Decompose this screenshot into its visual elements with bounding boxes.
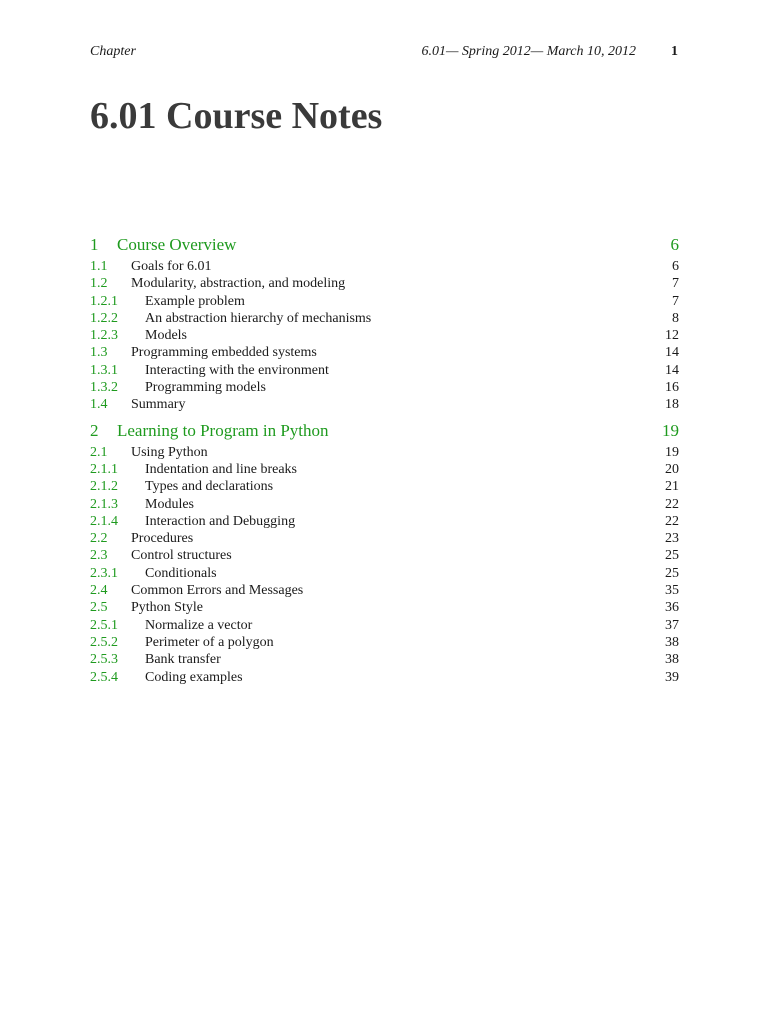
toc-entry-title: Modules [145, 496, 194, 512]
toc-entry[interactable] [90, 461, 679, 478]
toc-entry-number: 2.5.3 [90, 652, 118, 668]
toc-entry-page: 22 [665, 496, 679, 512]
toc-entry-page: 36 [665, 600, 679, 616]
toc-entry-page: 38 [665, 652, 679, 668]
toc-entry[interactable] [90, 379, 679, 396]
toc-entry-page: 23 [665, 531, 679, 547]
toc-entry[interactable] [90, 310, 679, 327]
toc-entry-number: 1.2.3 [90, 328, 118, 344]
toc-entry[interactable] [90, 444, 679, 461]
toc-entry[interactable] [90, 634, 679, 651]
toc-entry-page: 18 [665, 397, 679, 413]
toc-entry-number: 2.5.4 [90, 669, 118, 685]
toc-entry-page: 7 [672, 293, 679, 309]
toc-entry-title: Python Style [131, 600, 203, 616]
toc-entry-number: 2.3.1 [90, 565, 118, 581]
toc-entry-title: An abstraction hierarchy of mechanisms [145, 310, 372, 326]
toc-entry[interactable] [90, 565, 679, 582]
toc-entry-page: 21 [665, 479, 679, 495]
toc-chapter-number: 1 [90, 235, 99, 254]
toc-chapter-title: Learning to Program in Python [117, 420, 329, 440]
toc-entry-title: Conditionals [145, 565, 217, 581]
toc-entry-number: 2.1.1 [90, 461, 118, 477]
toc-entry[interactable] [90, 258, 679, 275]
toc-entry-number: 1.2 [90, 276, 108, 292]
page-title: 6.01 Course Notes [90, 95, 383, 137]
toc-chapter-1[interactable] [90, 232, 679, 258]
toc-entry-title: Bank transfer [145, 652, 221, 668]
toc-entry-page: 39 [665, 669, 679, 685]
toc-entry-number: 2.1.2 [90, 479, 118, 495]
toc-entry-title: Indentation and line breaks [145, 461, 298, 477]
toc-entry[interactable] [90, 496, 679, 513]
toc-entry-title: Procedures [131, 531, 194, 547]
toc-entry-title: Models [145, 328, 187, 344]
toc-entry-number: 2.2 [90, 531, 108, 547]
toc-entry[interactable] [90, 327, 679, 344]
toc-entry-title: Using Python [131, 444, 208, 460]
toc-entry-page: 19 [665, 444, 679, 460]
toc-entry-page: 12 [665, 328, 679, 344]
toc-entry-page: 16 [665, 380, 679, 396]
toc-entry-number: 1.3 [90, 345, 108, 361]
toc-entry-number: 1.2.2 [90, 310, 118, 326]
toc-entry-title: Programming embedded systems [131, 345, 317, 361]
toc-entry-number: 1.1 [90, 259, 108, 274]
toc-entry-title: Coding examples [145, 669, 243, 685]
toc-entry-number: 1.4 [90, 397, 108, 413]
toc-entry-title: Programming models [145, 380, 266, 396]
toc-entry-number: 1.2.1 [90, 293, 118, 309]
toc-chapter-2-entries [90, 444, 679, 686]
toc-entry-title: Control structures [131, 548, 232, 564]
toc-entry[interactable] [90, 599, 679, 616]
toc-chapter-number: 2 [90, 420, 99, 440]
toc-entry-number: 2.3 [90, 548, 108, 564]
toc-entry-title: Types and declarations [145, 479, 274, 495]
toc-entry-page: 38 [665, 634, 679, 650]
toc-entry[interactable] [90, 293, 679, 310]
toc-entry-number: 2.1.4 [90, 513, 118, 529]
toc-entry-page: 7 [672, 276, 679, 292]
toc-entry-title: Common Errors and Messages [131, 583, 304, 599]
toc-entry-number: 2.1 [90, 444, 108, 460]
toc-entry[interactable] [90, 513, 679, 530]
toc-entry-number: 2.5 [90, 600, 108, 616]
toc-entry-title: Perimeter of a polygon [145, 634, 274, 650]
toc-entry-number: 2.5.1 [90, 617, 118, 633]
toc-entry-page: 25 [665, 548, 679, 564]
toc-entry-number: 2.5.2 [90, 634, 118, 650]
toc-entry-title: Goals for 6.01 [131, 259, 212, 274]
toc-chapter-title: Course Overview [117, 235, 237, 254]
toc-entry-title: Modularity, abstraction, and modeling [131, 276, 346, 292]
toc-entry-number: 2.1.3 [90, 496, 118, 512]
toc-chapter-page: 6 [670, 235, 679, 254]
toc-entry-title: Example problem [145, 293, 245, 309]
toc-entry-number: 1.3.1 [90, 362, 118, 378]
table-of-contents [90, 232, 679, 686]
toc-entry-page: 8 [672, 310, 679, 326]
running-header [90, 44, 678, 62]
toc-entry-number: 2.4 [90, 583, 108, 599]
toc-entry-number: 1.3.2 [90, 380, 118, 396]
toc-entry[interactable] [90, 530, 679, 547]
toc-entry[interactable] [90, 547, 679, 564]
toc-entry[interactable] [90, 478, 679, 495]
toc-entry-title: Interaction and Debugging [145, 513, 296, 529]
toc-entry[interactable] [90, 617, 679, 634]
toc-entry[interactable] [90, 275, 679, 292]
toc-entry-page: 14 [665, 362, 679, 378]
toc-entry-page: 20 [665, 461, 679, 477]
toc-entry[interactable] [90, 651, 679, 668]
toc-entry[interactable] [90, 362, 679, 379]
header-chapter: Chapter [90, 44, 136, 59]
toc-entry[interactable] [90, 396, 679, 413]
toc-chapter-page: 19 [662, 420, 679, 440]
toc-entry-page: 14 [665, 345, 679, 361]
header-page-number: 1 [671, 44, 678, 59]
toc-entry-page: 22 [665, 513, 679, 529]
header-course-date: 6.01— Spring 2012— March 10, 2012 [421, 44, 636, 59]
toc-entry-title: Normalize a vector [145, 617, 253, 633]
toc-entry-title: Summary [131, 397, 186, 413]
toc-entry-page: 35 [665, 583, 679, 599]
toc-entry[interactable] [90, 669, 679, 686]
toc-chapter-1-entries [90, 258, 679, 414]
toc-entry-page: 6 [672, 259, 679, 274]
toc-entry-page: 25 [665, 565, 679, 581]
toc-entry-title: Interacting with the environment [145, 362, 329, 378]
toc-entry[interactable] [90, 582, 679, 599]
toc-chapter-2[interactable] [90, 418, 679, 444]
toc-entry[interactable] [90, 344, 679, 361]
toc-entry-page: 37 [665, 617, 679, 633]
